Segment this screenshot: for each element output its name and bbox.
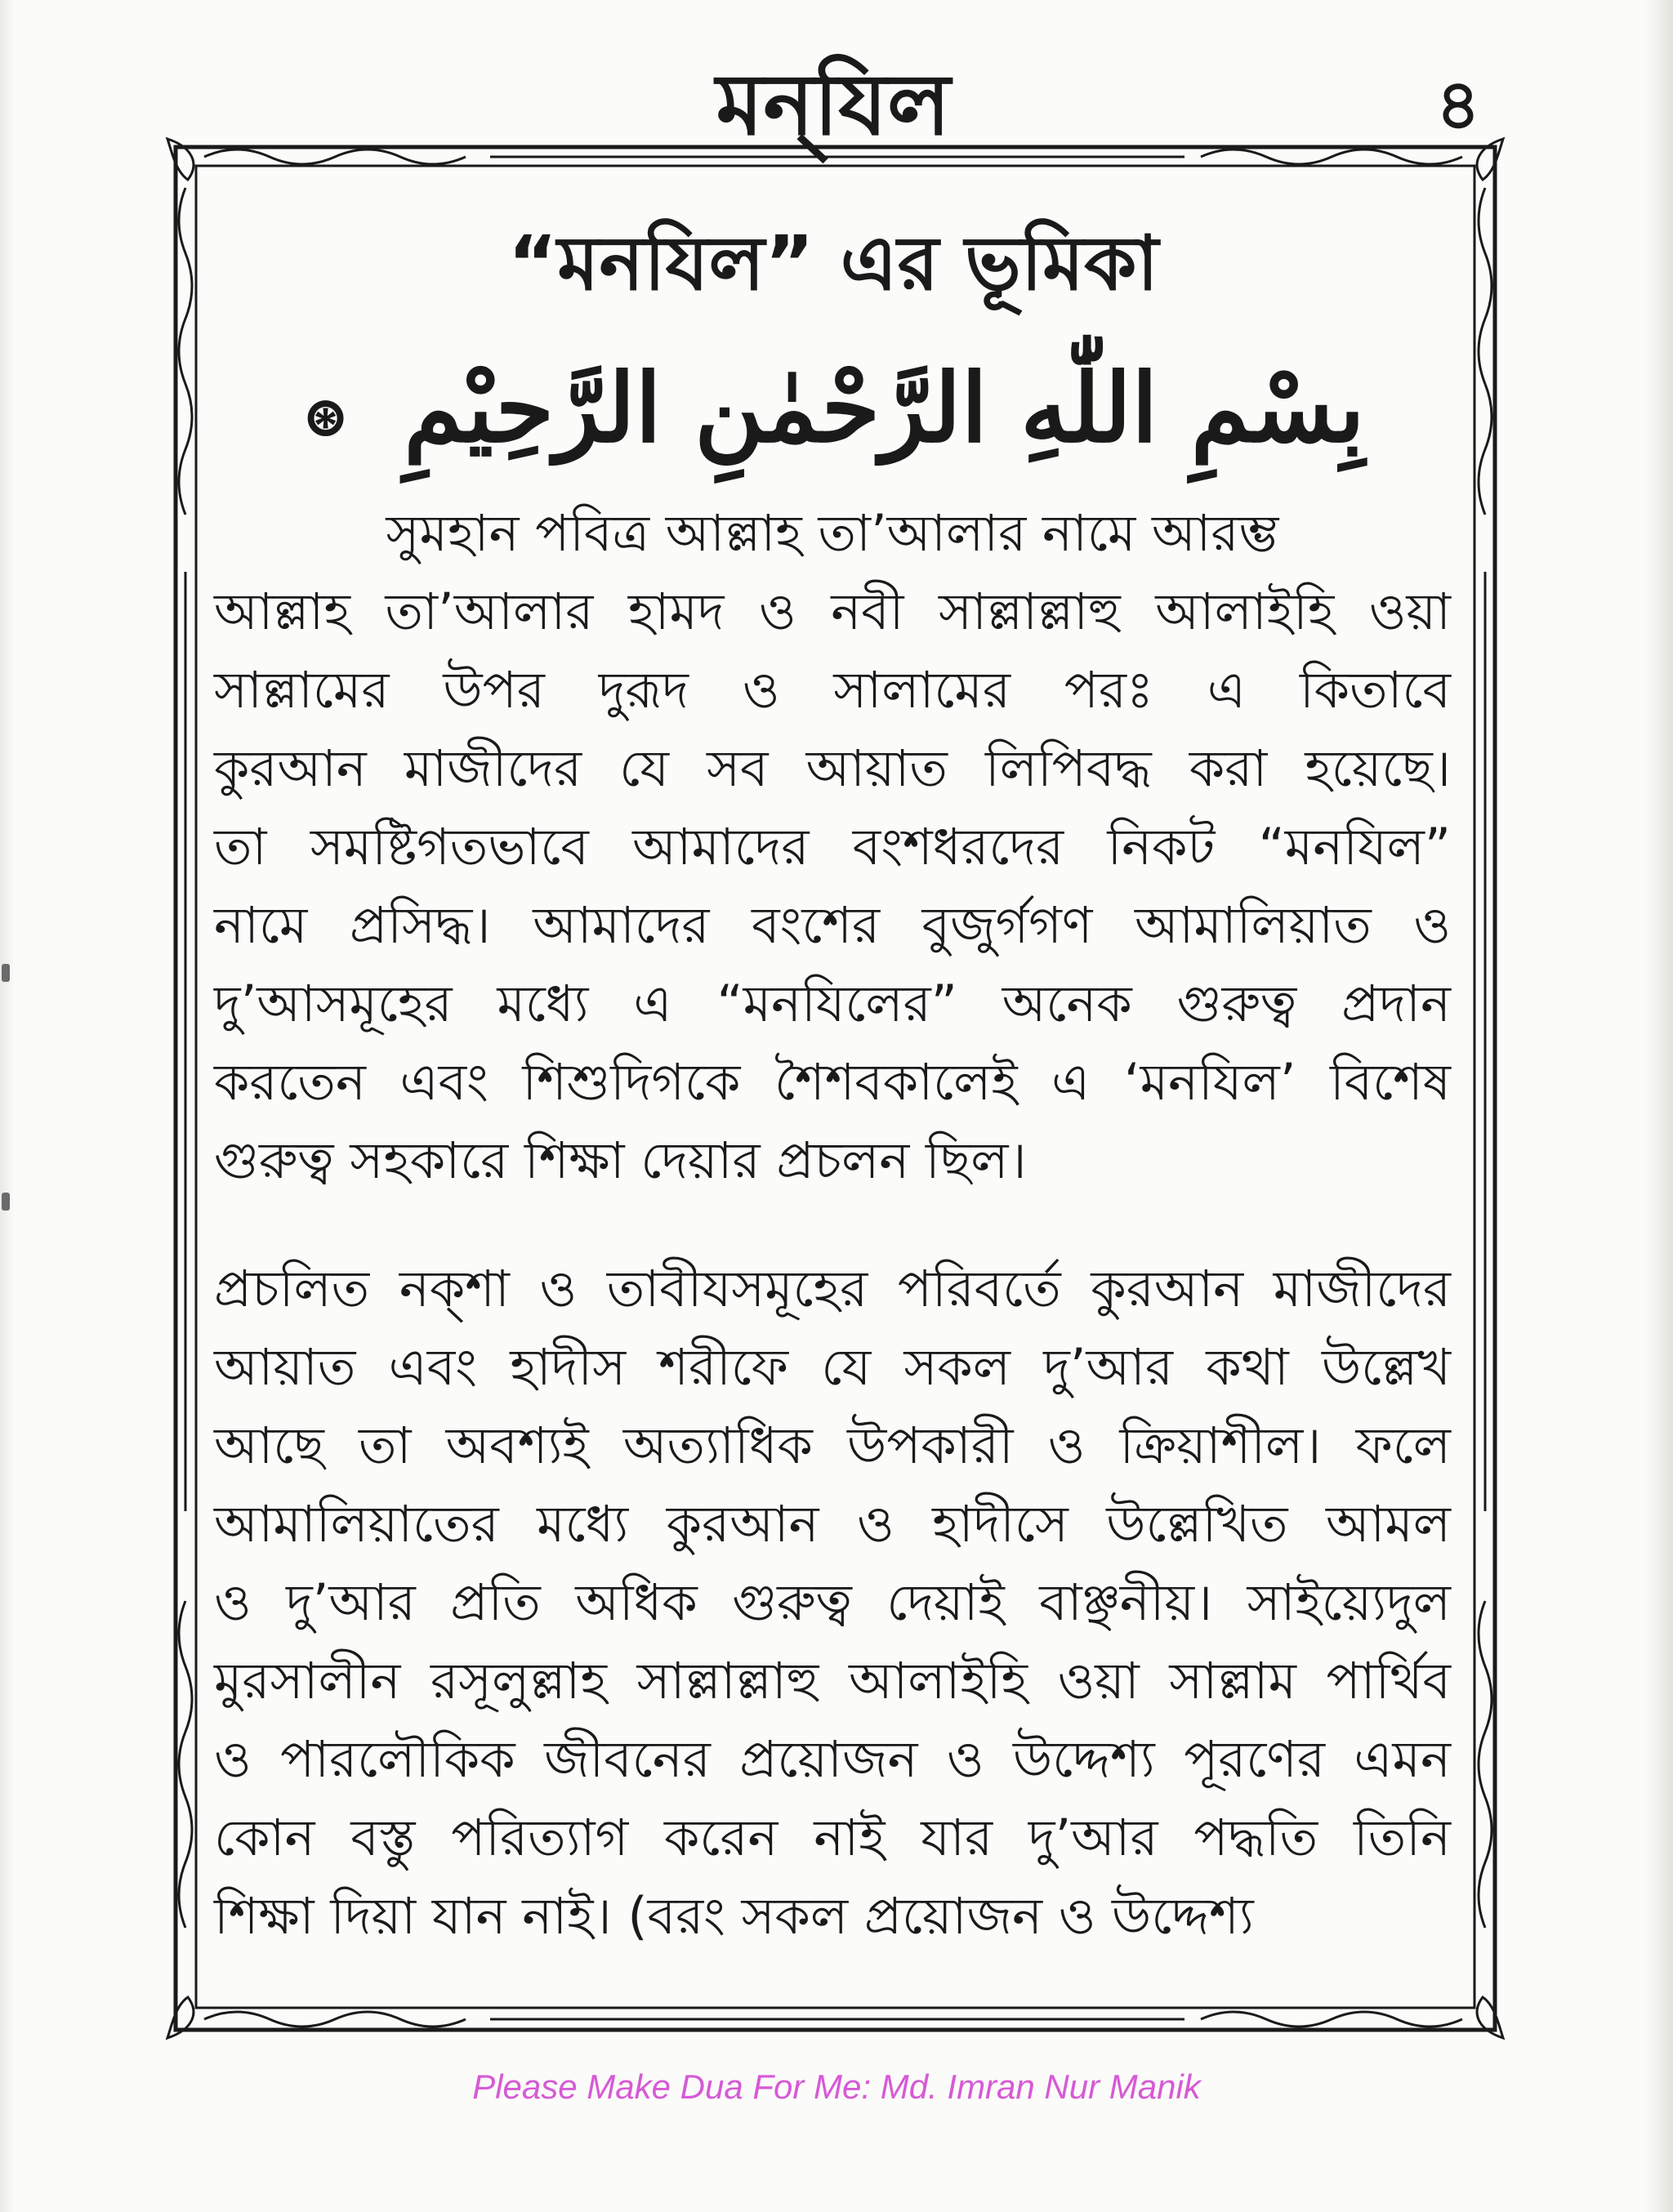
- body-line: তা সমষ্টিগতভাবে আমাদের বংশধরদের নিকট “মনযিল”: [214, 817, 1451, 876]
- body-line: কোন বস্তু পরিত্যাগ করেন নাই যার দু’আর পদ্ধতি তিনি: [214, 1808, 1451, 1867]
- body-line: আমালিয়াতের মধ্যে কুরআন ও হাদীসে উল্লেখিত আমল: [214, 1494, 1451, 1554]
- body-line: আয়াত এবং হাদীস শরীফে যে সকল দু’আর কথা উল্লেখ: [214, 1337, 1451, 1397]
- body-line: সাল্লামের উপর দুরূদ ও সালামের পরঃ এ কিতাবে: [214, 660, 1451, 720]
- body-line: ও দু’আর প্রতি অধিক গুরুত্ব দেয়াই বাঞ্ছনীয়। সাইয়্যেদুল: [214, 1572, 1451, 1632]
- body-line: গুরুত্ব সহকারে শিক্ষা দেয়ার প্রচলন ছিল।: [214, 1131, 1027, 1190]
- body-line: নামে প্রসিদ্ধ। আমাদের বংশের বুজুর্গগণ আমালিয়াত ও: [214, 895, 1451, 955]
- section-title: “মনযিল” এর ভূমিকা: [507, 220, 1159, 307]
- page-number: ৪: [1435, 65, 1481, 145]
- page-header-title: মন্‌যিল: [716, 55, 951, 154]
- body-line: ও পারলৌকিক জীবনের প্রয়োজন ও উদ্দেশ্য পূরণের এমন: [214, 1729, 1451, 1789]
- bismillah-text: بِسْمِ اللّٰهِ الرَّحْمٰنِ الرَّحِيْمِ: [404, 353, 1365, 464]
- body-line: শিক্ষা দিয়া যান নাই। (বরং সকল প্রয়োজন ও উদ্দেশ্য: [214, 1886, 1254, 1946]
- bismillah-arabic: [204, 331, 1462, 486]
- asterisk-ornament-icon: ⊛: [301, 382, 350, 450]
- body-line: আল্লাহ তা’আলার হামদ ও নবী সাল্লাল্লাহু আলাইহি ওয়া: [214, 582, 1451, 641]
- footer-credit: Please Make Dua For Me: Md. Imran Nur Manik: [472, 2067, 1201, 2106]
- body-line: দু’আসমূহের মধ্যে এ “মনযিলের” অনেক গুরুত্ব প্রদান: [214, 974, 1451, 1033]
- body-line: মুরসালীন রসূলুল্লাহ সাল্লাল্লাহু আলাইহি ওয়া সাল্লাম পার্থিব: [214, 1651, 1451, 1710]
- body-line: আছে তা অবশ্যই অত্যাধিক উপকারী ও ক্রিয়াশীল। ফলে: [214, 1416, 1451, 1475]
- body-line: সুমহান পবিত্র আল্লাহ তা’আলার নামে আরম্ভ: [386, 503, 1279, 563]
- body-line: করতেন এবং শিশুদিগকে শৈশবকালেই এ ‘মনযিল’ বিশেষ: [214, 1052, 1451, 1112]
- body-line: কুরআন মাজীদের যে সব আয়াত লিপিবদ্ধ করা হয়েছে।: [214, 738, 1451, 798]
- body-line: প্রচলিত নক্‌শা ও তাবীযসমূহের পরিবর্তে কুরআন মাজীদের: [214, 1259, 1451, 1318]
